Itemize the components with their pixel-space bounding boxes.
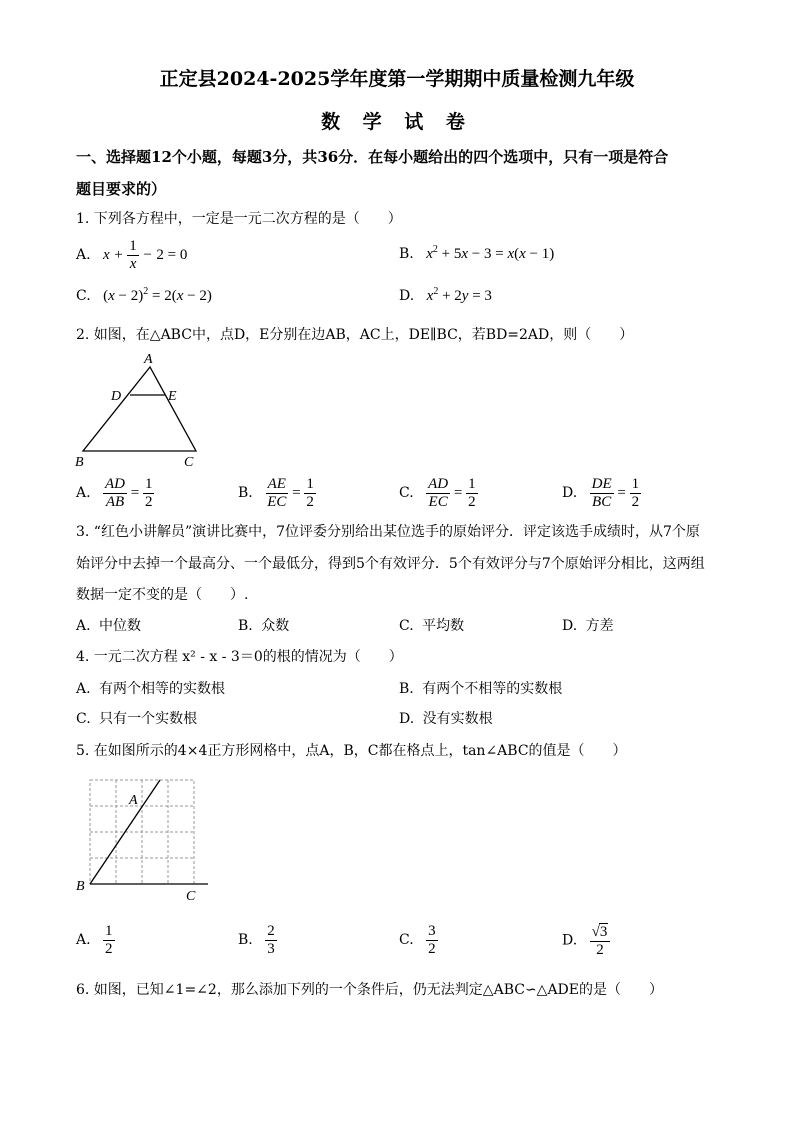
label-b: B [76, 879, 85, 894]
option-label: D. [562, 618, 578, 634]
q5-option-b [238, 923, 277, 958]
q2-option-b-formula: $\frac{AE}{EC}$ = $\frac{1}{2}$ [267, 476, 314, 510]
option-text: 中位数 [99, 618, 142, 634]
option-text: 有两个不相等的实数根 [422, 681, 563, 697]
q5-option-d-formula: $\frac{√3}{2}$ [590, 932, 611, 948]
label-e: E [168, 389, 177, 404]
q2-triangle-figure [70, 348, 210, 472]
q4-option-b [399, 678, 562, 698]
option-label: A. [76, 681, 91, 697]
label-c: C [186, 889, 196, 904]
grid-lines [90, 780, 194, 884]
q4-option-c [76, 708, 197, 728]
option-label: A. [76, 484, 91, 501]
q2-option-b [238, 476, 316, 511]
q3-option-a [76, 615, 141, 635]
question-4-stem: 4. 一元二次方程 x² - x - 3＝0的根的情况为（ ） [76, 649, 403, 665]
option-text: 平均数 [422, 618, 465, 634]
label-d: D [111, 389, 122, 404]
q2-option-d [562, 476, 641, 511]
q2-option-d-formula: $\frac{DE}{BC}$ = $\frac{1}{2}$ [591, 476, 640, 510]
option-label: B. [238, 931, 253, 948]
option-text: 方差 [585, 618, 614, 634]
q3-option-b [238, 615, 289, 635]
question-6-stem: 6. 如图，已知∠1=∠2，那么添加下列的一个条件后，仍无法判定△ABC∽△ADE的是（ ） [76, 982, 664, 998]
q3-option-d [562, 615, 614, 635]
q5-option-a-formula: $\frac{1}{2}$ [105, 923, 113, 957]
q1-option-d-formula: $x^2 + 2y = 3$ [426, 286, 492, 304]
label-a: A [129, 793, 138, 808]
q1-option-b [399, 244, 554, 263]
section-heading-line1: 一、选择题12个小题，每题3分，共36分．在每小题给出的四个选项中，只有一项是符合 [76, 148, 669, 166]
option-label: A. [76, 618, 91, 634]
option-label: A. [76, 246, 91, 263]
label-b: B [75, 455, 84, 470]
option-text: 没有实数根 [422, 711, 493, 727]
question-3-line3: 数据一定不变的是（ ）. [76, 587, 249, 603]
q5-option-c [399, 923, 438, 958]
option-label: C. [399, 484, 414, 501]
section-heading-line2: 题目要求的） [76, 180, 167, 198]
triangle-abc [83, 367, 196, 451]
q1-option-c-formula: $(x - 2)^2 = 2(x - 2)$ [103, 286, 212, 304]
question-5-stem: 5. 在如图所示的4×4正方形网格中，点A，B，C都在格点上，tan∠ABC的值是（ ） [76, 743, 627, 759]
label-a: A [144, 352, 153, 367]
option-label: B. [399, 246, 414, 262]
option-text: 众数 [261, 618, 290, 634]
question-3-line2: 始评分中去掉一个最高分、一个最低分，得到5个有效评分．5个有效评分与7个原始评分相比，这两组 [76, 556, 705, 572]
q5-grid-figure [70, 770, 220, 905]
q2-option-a [76, 476, 154, 511]
label-c: C [184, 455, 194, 470]
q3-option-c [399, 615, 464, 635]
option-label: C. [76, 288, 91, 304]
q1-option-d [399, 286, 492, 305]
q1-option-c [76, 286, 212, 305]
option-label: C. [399, 618, 414, 634]
q2-option-c-formula: $\frac{AD}{EC}$ = $\frac{1}{2}$ [428, 476, 476, 510]
option-label: A. [76, 931, 91, 948]
option-label: D. [562, 932, 578, 949]
page-title: 正定县2024-2025学年度第一学期期中质量检测九年级 [159, 68, 635, 90]
q1-option-a [76, 238, 187, 273]
q4-option-d [399, 708, 493, 728]
option-label: B. [238, 484, 253, 501]
q2-option-a-formula: $\frac{AD}{AB}$ = $\frac{1}{2}$ [105, 476, 153, 510]
option-label: D. [562, 484, 578, 501]
question-1-stem: 1. 下列各方程中，一定是一元二次方程的是（ ） [76, 211, 402, 227]
question-3-line1: 3. “红色小讲解员”演讲比赛中，7位评委分别给出某位选手的原始评分．评定该选手成绩时，从7个原 [76, 524, 700, 540]
q4-option-a [76, 678, 225, 698]
option-label: C. [399, 931, 414, 948]
option-label: D. [399, 711, 415, 727]
option-label: C. [76, 711, 91, 727]
q2-option-c [399, 476, 478, 511]
page-subtitle: 数 学 试 卷 [321, 111, 473, 133]
q5-option-a [76, 923, 115, 958]
q5-option-b-formula: $\frac{2}{3}$ [267, 923, 275, 957]
q5-option-c-formula: $\frac{3}{2}$ [428, 923, 436, 957]
q1-option-b-formula: $x^2 + 5x - 3 = x(x - 1)$ [426, 244, 555, 262]
question-2-stem: 2. 如图，在△ABC中，点D，E分别在边AB，AC上，DE∥BC，若BD=2AD，则（ ） [76, 327, 634, 343]
q5-option-d [562, 923, 610, 959]
q1-option-a-formula: x + $\frac{1}{x}$ − 2 = 0 [103, 238, 188, 272]
option-label: B. [238, 618, 253, 634]
option-label: D. [399, 288, 415, 304]
option-text: 有两个相等的实数根 [99, 681, 226, 697]
option-text: 只有一个实数根 [99, 711, 198, 727]
option-label: B. [399, 681, 414, 697]
